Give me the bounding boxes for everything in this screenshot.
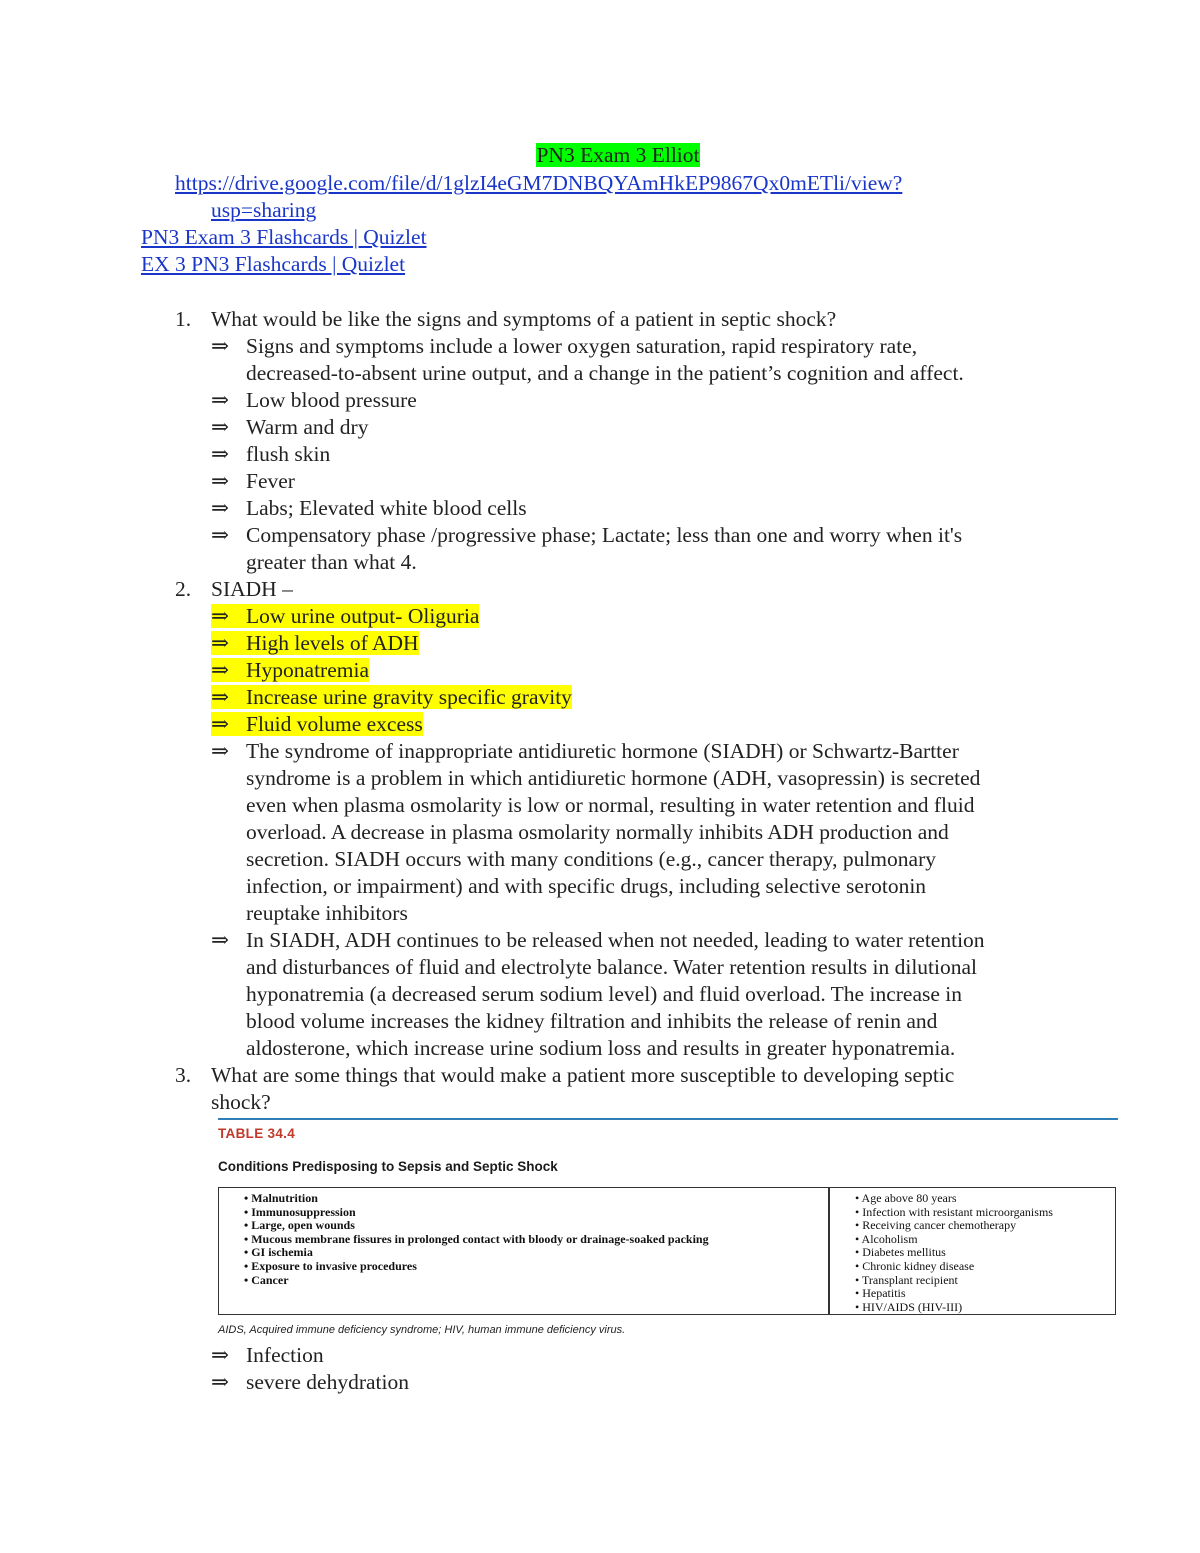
q2-paragraph-1-line: infection, or impairment) and with specific drugs, including selective serotonin (246, 874, 927, 898)
q1-answer-7: ⇒ Compensatory phase /progressive phase; Lactate; less than one and worry when it's (211, 523, 963, 547)
list-item: • Malnutrition (244, 1192, 709, 1206)
table-left-column (244, 1192, 709, 1287)
list-item: • Transplant recipient (855, 1274, 1053, 1288)
list-item: • Alcoholism (855, 1233, 1053, 1247)
q2-paragraph-2-line: hyponatremia (a decreased serum sodium level) and fluid overload. The increase in (246, 982, 962, 1006)
arrow-icon: ⇒ (211, 1343, 230, 1367)
arrow-icon: ⇒ (211, 388, 230, 412)
list-item: • Infection with resistant microorganisms (855, 1206, 1053, 1220)
arrow-icon: ⇒ (211, 658, 230, 682)
list-item: • Age above 80 years (855, 1192, 1053, 1206)
table-footnote: AIDS, Acquired immune deficiency syndrome; HIV, human immune deficiency virus. (218, 1324, 626, 1336)
table-column-divider (828, 1187, 830, 1315)
q3-text-cont: shock? (211, 1090, 271, 1114)
q2-highlight-3: ⇒ Hyponatremia (211, 658, 369, 682)
list-item: • Exposure to invasive procedures (244, 1260, 709, 1274)
q2-highlight-2: ⇒ High levels of ADH (211, 631, 419, 655)
list-item: • Diabetes mellitus (855, 1246, 1053, 1260)
list-item: • GI ischemia (244, 1246, 709, 1260)
q3-answer-2: ⇒ severe dehydration (211, 1370, 409, 1394)
list-item: • Large, open wounds (244, 1219, 709, 1233)
document-title: PN3 Exam 3 Elliot (536, 143, 700, 167)
list-item: • Immunosuppression (244, 1206, 709, 1220)
arrow-icon: ⇒ (211, 685, 230, 709)
q3-answer-1: ⇒ Infection (211, 1343, 324, 1367)
q2-paragraph-1-line: secretion. SIADH occurs with many conditions (e.g., cancer therapy, pulmonary (246, 847, 936, 871)
list-item: • Receiving cancer chemotherapy (855, 1219, 1053, 1233)
arrow-icon: ⇒ (211, 631, 230, 655)
q2-highlight-5: ⇒ Fluid volume excess (211, 712, 423, 736)
q1-number: 1. (175, 307, 192, 331)
quizlet-link-2[interactable]: EX 3 PN3 Flashcards | Quizlet (141, 252, 406, 276)
arrow-icon: ⇒ (211, 739, 230, 763)
arrow-icon: ⇒ (211, 712, 230, 736)
q2-paragraph-2-line: blood volume increases the kidney filtration and inhibits the release of renin and (246, 1009, 938, 1033)
arrow-icon: ⇒ (211, 334, 230, 358)
list-item: • Hepatitis (855, 1287, 1053, 1301)
q2-highlight-4: ⇒ Increase urine gravity specific gravity (211, 685, 572, 709)
arrow-icon: ⇒ (211, 496, 230, 520)
table-right-column (855, 1192, 1053, 1314)
list-item: • Mucous membrane fissures in prolonged contact with bloody or drainage-soaked packing (244, 1233, 709, 1247)
q3-text: What are some things that would make a patient more susceptible to developing septic (211, 1063, 955, 1087)
q2-paragraph-2-line: and disturbances of fluid and electrolyte balance. Water retention results in dilutional (246, 955, 978, 979)
arrow-icon: ⇒ (211, 1370, 230, 1394)
table-top-rule (218, 1118, 1118, 1120)
table-caption: Conditions Predisposing to Sepsis and Septic Shock (218, 1159, 558, 1174)
q1-answer-1: ⇒ Signs and symptoms include a lower oxygen saturation, rapid respiratory rate, (211, 334, 918, 358)
q2-paragraph-2-line: aldosterone, which increase urine sodium loss and results in greater hyponatremia. (246, 1036, 956, 1060)
arrow-icon: ⇒ (211, 928, 230, 952)
q2-number: 2. (175, 577, 192, 601)
arrow-icon: ⇒ (211, 415, 230, 439)
q1-answer-6: ⇒ Labs; Elevated white blood cells (211, 496, 527, 520)
q2-paragraph-1-line: syndrome is a problem in which antidiuretic hormone (ADH, vasopressin) is secreted (246, 766, 981, 790)
q2-highlight-1: ⇒ Low urine output- Oliguria (211, 604, 480, 628)
arrow-icon: ⇒ (211, 442, 230, 466)
q2-paragraph-2: ⇒ In SIADH, ADH continues to be released when not needed, leading to water retention (211, 928, 985, 952)
arrow-icon: ⇒ (211, 469, 230, 493)
q3-number: 3. (175, 1063, 192, 1087)
drive-link-continued[interactable]: usp=sharing (211, 198, 317, 222)
q1-answer-1-cont: decreased-to-absent urine output, and a change in the patient’s cognition and affect. (246, 361, 964, 385)
list-item: • Cancer (244, 1274, 709, 1288)
table-number: TABLE 34.4 (218, 1126, 296, 1141)
q1-answer-3: ⇒ Warm and dry (211, 415, 369, 439)
arrow-icon: ⇒ (211, 604, 230, 628)
q1-answer-2: ⇒ Low blood pressure (211, 388, 417, 412)
q2-text: SIADH – (211, 577, 293, 601)
q1-answer-5: ⇒ Fever (211, 469, 295, 493)
arrow-icon: ⇒ (211, 523, 230, 547)
q2-paragraph-1: ⇒ The syndrome of inappropriate antidiuretic hormone (SIADH) or Schwartz-Bartter (211, 739, 959, 763)
q1-answer-7-cont: greater than what 4. (246, 550, 417, 574)
q2-paragraph-1-line: even when plasma osmolarity is low or normal, resulting in water retention and fluid (246, 793, 975, 817)
q1-answer-4: ⇒ flush skin (211, 442, 331, 466)
q2-paragraph-1-line: reuptake inhibitors (246, 901, 408, 925)
list-item: • Chronic kidney disease (855, 1260, 1053, 1274)
q2-paragraph-1-line: overload. A decrease in plasma osmolarity normally inhibits ADH production and (246, 820, 949, 844)
list-item: • HIV/AIDS (HIV-III) (855, 1301, 1053, 1315)
q1-text: What would be like the signs and symptoms of a patient in septic shock? (211, 307, 837, 331)
quizlet-link-1[interactable]: PN3 Exam 3 Flashcards | Quizlet (141, 225, 427, 249)
drive-link[interactable]: https://drive.google.com/file/d/1glzI4eGM7DNBQYAmHkEP9867Qx0mETli/view? (175, 171, 903, 195)
